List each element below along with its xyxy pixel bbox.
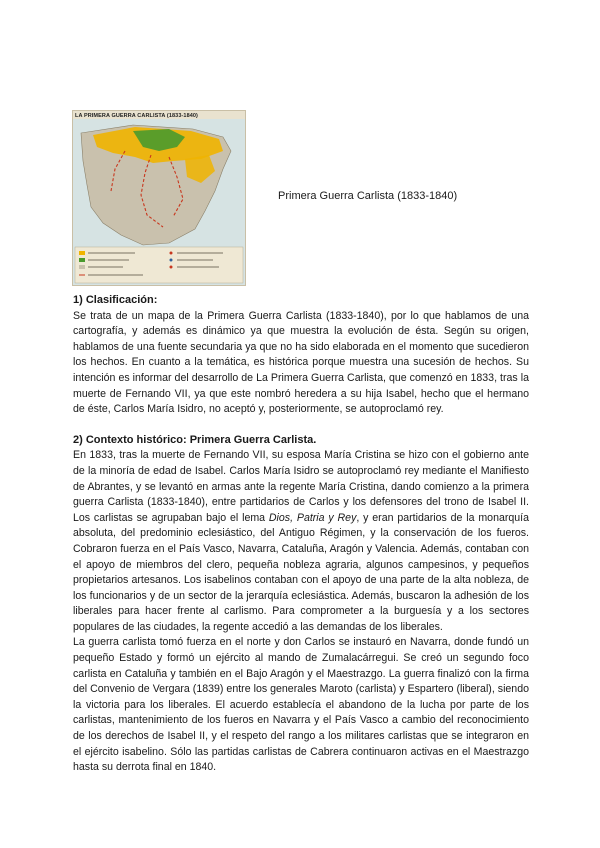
carlist-motto: Dios, Patria y Rey [268, 511, 357, 524]
legend-marker-a [170, 252, 173, 255]
section-1-heading: 1) Clasificación: [73, 294, 158, 306]
section-1-paragraph: Se trata de un mapa de la Primera Guerra Carlista (1833-1840), por lo que hablamos de una cartografía, y además es dinámico ya que muestra la evolución de ésta. Según su origen, hablamos de una fuente secundaria ya que no ha sido elaborada en el momento que sucedieron los hechos. En cuanto a la temática, es histórica porque muestra una sucesión de hechos. Su intención es informar del desarrollo de La Primera Guerra Carlista, que comenzó en 1833, tras la muerte de Fernando VII, ya que este nombró heredera a su hija Isabel, hecho que el hermano de éste, Carlos María Isidro, no aceptó y, posteriormente, se autoproclamó rey. [73, 309, 529, 416]
p1-text-before: En 1833, tras la muerte de Fernando VII, su esposa María Cristina se hizo con el gobierno ante de la minoría de edad de Isabel. Carlos María Isidro se autoproclamó rey mediante el Manifiesto de Abrantes, y se levantó en armas ante la regente María Cristina, dando comienzo a la primera guerra Carlista (1833-1840), entre partidarios de Carlos y los defensores del trono de Isabel II. Los carlistas se agrupaban bajo el lema [73, 449, 529, 524]
legend-marker-c [170, 266, 173, 269]
legend-swatch-grey [79, 265, 85, 269]
map-legend-box [75, 247, 243, 283]
p1-text-after: , y eran partidarios de la monarquía absoluta, del predominio eclesiástico, del Antiguo Régimen, y la conservación de los fueros. Cobraron fuerza en el País Vasco, Navarra, Cataluña, Aragón y Valencia. Además, contaban con el apoyo de miembros del clero, pequeña nobleza agraria, algunos campesinos, y pequeños propietarios artesanos. Los isabelinos contaban con el apoyo de una parte de la alta nobleza, de los funcionarios y de un sector de la jerarquía eclesiástica. Además, buscaron la adhesión de los liberales para hacer frente al carlismo. Para comprometer a la burguesía y a los sectores populares de las ciudades, la regente accedió a las demandas de los liberales. [73, 511, 529, 633]
section-2-paragraph-1 [73, 448, 529, 635]
map-title: LA PRIMERA GUERRA CARLISTA (1833-1840) [75, 113, 198, 119]
document-body [73, 293, 529, 776]
map-illustration [73, 111, 245, 285]
section-2-paragraph-2: La guerra carlista tomó fuerza en el norte y don Carlos se instauró en Navarra, donde fundó un pequeño Estado y formó un ejército al mando de Zumalacárregui. Se creó un segundo foco carlista en Cataluña y también en el Bajo Aragón y el Maestrazgo. La guerra finalizó con la firma del Convenio de Vergara (1839) entre los generales Maroto (carlista) y Espartero (liberal), siendo la victoria para los liberales. El acuerdo establecía el abandono de la lucha por parte de los carlistas, mantenimiento de los fueros en Navarra y el País Vasco a cambio del reconocimiento de los derechos de Isabel II, y el respeto del rango a los militares carlistas que se integraron en el ejército isabelino. Sólo las partidas carlistas de Cabrera continuaron activas en el Maestrazgo hasta su derrota final en 1840. [73, 636, 529, 774]
legend-swatch-green [79, 258, 85, 262]
figure-caption: Primera Guerra Carlista (1833-1840) [278, 190, 458, 202]
section-spacer [73, 418, 529, 433]
map-figure [72, 110, 246, 286]
section-2-heading: 2) Contexto histórico: Primera Guerra Carlista. [73, 433, 317, 446]
legend-swatch-orange [79, 251, 85, 255]
legend-marker-b [170, 259, 173, 262]
